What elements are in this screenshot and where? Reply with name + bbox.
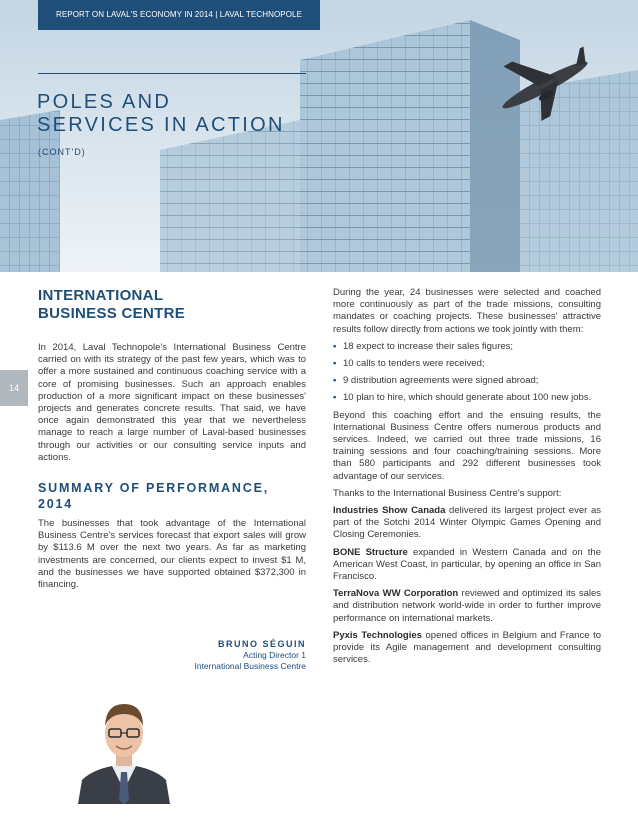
page-title-line1: POLES AND [37, 91, 172, 113]
section-heading-line2: BUSINESS CENTRE [38, 305, 186, 322]
running-title: REPORT ON LAVAL'S ECONOMY IN 2014 | LAVAL TECHNOPOLE [55, 10, 303, 19]
company-name: TerraNova WW Corporation [333, 588, 459, 600]
results-intro: During the year, 24 businesses were selected and coached more continuously as part of the trade missions, consulting mandates or coaching projects. These businesses' attractive results follow directly from actions we took jointly with them: [333, 287, 601, 335]
results-list [333, 341, 601, 405]
page-number: 14 [0, 370, 28, 406]
company-name: Industries Show Canada [333, 505, 446, 517]
portrait-photo [72, 682, 176, 804]
company-paragraph: Pyxis Technologies opened offices in Belgium and France to provide its Agile management and development consulting services. [333, 629, 601, 666]
services-paragraph: Beyond this coaching effort and the ensuing results, the International Business Centre offers numerous products and services. Indeed, we carried out three trade missions, 16 training sessions and four coaching/training sessions. More than 580 participants and 292 different businesses took advantage of our services. [333, 409, 601, 482]
summary-paragraph: The businesses that took advantage of the International Business Centre's services forecast that export sales will grow by $113.6 M over the next two years. As far as marketing investments are concerned, our clients expect to invest $1 M, and the businesses we have supported obtained $372,300 in financing. [38, 518, 306, 591]
intro-paragraph: In 2014, Laval Technopole's International Business Centre carried on with its strategy of the past few years, which was to offer a more sustained and continuous coaching service with a core of promising businesses. Such an approach enables production of a more significant impact on these businesses' projects and generates concrete results. That said, we have once again demonstrated this year that we nevertheless manage to reach a large number of Laval-based businesses through our activities or our consulting service inputs and actions. [38, 342, 306, 463]
signature-name: BRUNO SÉGUIN [217, 639, 306, 649]
company-paragraph: BONE Structure expanded in Western Canada and on the American West Coast, in particular, by opening an office in San Francisco. [333, 546, 601, 583]
title-divider [38, 73, 306, 74]
list-item: • 10 calls to tenders were received; [333, 358, 485, 370]
thanks-line: Thanks to the International Business Centre's support: [333, 487, 562, 499]
left-column [38, 287, 306, 591]
page-subtitle: (CONT'D) [38, 147, 86, 157]
page-title-line2: SERVICES IN ACTION [37, 114, 285, 136]
company-paragraph: Industries Show Canada delivered its largest project ever as part of the Sotchi 2014 Winter Olympic Games Opening and Closing Ceremonies. [333, 505, 601, 541]
summary-heading-line1: SUMMARY OF PERFORMANCE, [38, 481, 269, 496]
company-paragraph: TerraNova WW Corporation reviewed and optimized its sales and distribution network world-wide in order to further improve performance on international markets. [333, 588, 602, 624]
company-name: Pyxis Technologies [333, 629, 422, 641]
page-title [37, 91, 317, 137]
company-name: BONE Structure [333, 546, 408, 558]
summary-heading [38, 480, 306, 512]
list-item: • 10 plan to hire, which should generate about 100 new jobs. [333, 392, 592, 404]
signature-block [38, 638, 306, 672]
running-header [38, 0, 320, 30]
signature-role: Acting Director 1 [243, 650, 306, 660]
list-item: • 9 distribution agreements were signed abroad; [333, 375, 539, 387]
section-heading-line1: INTERNATIONAL [38, 287, 164, 304]
summary-heading-line2: 2014 [38, 497, 74, 512]
section-heading-ibc [38, 287, 306, 323]
right-column [333, 287, 601, 666]
signature-organization: International Business Centre [194, 661, 306, 671]
list-item: • 18 expect to increase their sales figures; [333, 340, 514, 352]
